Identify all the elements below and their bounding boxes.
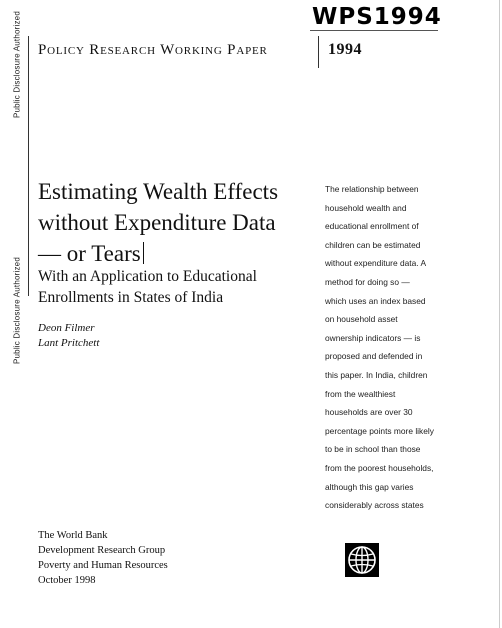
publisher-line: The World Bank <box>38 530 108 541</box>
header-divider <box>318 36 319 68</box>
series-title: Policy Research Working Paper <box>38 42 268 58</box>
abstract-line: children can be estimated <box>325 239 421 250</box>
text-cursor <box>143 242 144 264</box>
world-bank-globe-icon <box>345 543 379 577</box>
paper-number: 1994 <box>328 41 362 58</box>
abstract-line: from the poorest households, <box>325 462 434 473</box>
handwritten-report-number: WPS1994 <box>312 4 442 30</box>
title-line: without Expenditure Data <box>38 210 276 235</box>
author-list <box>38 321 99 351</box>
abstract-line: The relationship between <box>325 184 419 194</box>
abstract-line: to be in school than those <box>325 444 421 455</box>
paper-subtitle <box>38 266 308 308</box>
publisher-line: October 1998 <box>38 575 96 586</box>
abstract-line: household wealth and <box>325 202 407 213</box>
abstract-line: percentage points more likely <box>325 425 434 436</box>
disclosure-stamp-top: Public Disclosure Authorized <box>12 11 22 118</box>
paper-title <box>38 176 308 269</box>
abstract-line: which uses an index based <box>325 295 426 306</box>
abstract-line: from the wealthiest <box>325 388 396 399</box>
abstract-line: households are over 30 <box>325 407 413 418</box>
abstract-line: although this gap varies <box>325 481 414 492</box>
title-line: — or Tears <box>38 238 308 269</box>
abstract-line: educational enrollment of <box>325 221 419 232</box>
title-line: Estimating Wealth Effects <box>38 179 279 204</box>
abstract-line: without expenditure data. A <box>325 258 427 269</box>
abstract-line: proposed and defended in <box>325 351 423 362</box>
left-rule <box>28 36 29 296</box>
handwritten-underline <box>310 30 438 31</box>
author-name: Lant Pritchett <box>38 337 100 349</box>
author-name: Deon Filmer <box>38 322 95 334</box>
subtitle-line: With an Application to Educational <box>38 268 257 285</box>
abstract-line: on household asset <box>325 314 398 325</box>
abstract <box>325 180 485 515</box>
page-edge <box>499 0 500 628</box>
abstract-line: method for doing so — <box>325 276 410 287</box>
disclosure-stamp-bottom: Public Disclosure Authorized <box>12 257 22 364</box>
abstract-line: this paper. In India, children <box>325 369 428 380</box>
publisher-line: Development Research Group <box>38 545 166 556</box>
publisher-line: Poverty and Human Resources <box>38 560 168 571</box>
abstract-line: ownership indicators — is <box>325 332 421 343</box>
publisher-block <box>38 528 168 588</box>
abstract-line: considerably across states <box>325 500 424 511</box>
subtitle-line: Enrollments in States of India <box>38 289 224 306</box>
